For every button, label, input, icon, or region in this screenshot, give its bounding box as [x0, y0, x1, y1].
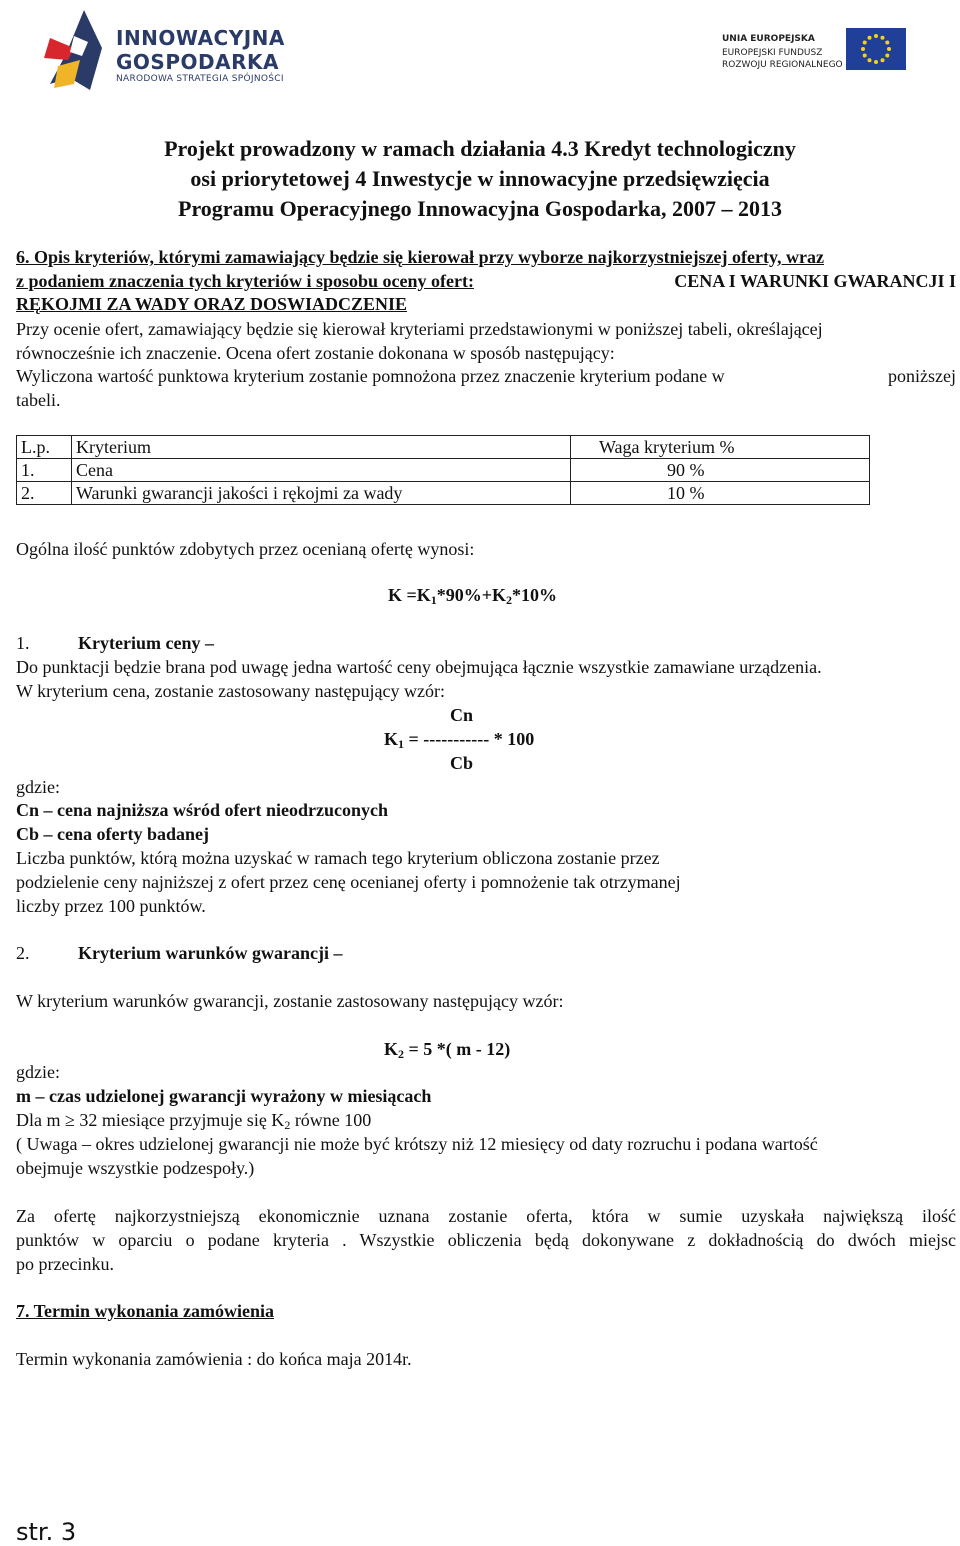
warranty-formula-rest: = 5 *( m - 12) — [404, 1039, 511, 1059]
total-formula-subscript: 2 — [506, 593, 513, 607]
criterion2-note-line1: ( Uwaga – okres udzielonej gwarancji nie może być krótszy niż 12 miesięcy od daty rozruchu i podana wartość — [16, 1134, 818, 1154]
project-heading-line3: Programu Operacyjnego Innowacyjna Gospodarka, 2007 – 2013 — [178, 196, 782, 221]
final-paragraph-line1: Za ofertę najkorzystniejszą ekonomicznie uznana zostanie oferta, która w sumie uzyskała największą ilość — [16, 1206, 956, 1226]
price-formula-numerator: Cn — [450, 705, 474, 725]
price-formula-k: K — [384, 729, 399, 749]
criterion2-condition-subscript: 2 — [284, 1118, 291, 1132]
section6-title-line3: RĘKOJMI ZA WADY ORAZ DOSWIADCZENIE — [16, 294, 408, 314]
total-points-intro: Ogólna ilość punktów zdobytych przez ocenianą ofertę wynosi: — [16, 539, 475, 559]
section6-paragraph1-line2a: równocześnie ich znaczenie. — [16, 343, 222, 363]
section6-paragraph2-line1 — [16, 365, 956, 387]
project-heading-line2: osi priorytetowej 4 Inwestycje w innowacyjne przedsięwzięcia — [190, 166, 770, 191]
criterion1-desc-line2: podzielenie ceny najniższej z ofert przez cenę ocenianej oferty i pomnożenie tak otrzymanej — [16, 872, 681, 892]
price-formula-rest: = ----------- * 100 — [404, 729, 535, 749]
table-cell: Cena — [72, 459, 571, 482]
table-row — [17, 482, 870, 505]
criterion2-gdzie: gdzie: — [16, 1062, 60, 1082]
section6-paragraph1-line2b: Ocena ofert zostanie dokonana w sposób następujący: — [225, 343, 615, 363]
total-formula-part: *90%+K — [436, 585, 507, 605]
criterion2-condition — [16, 1109, 371, 1131]
section6-title-line2-part2: CENA I WARUNKI GWARANCJI I — [674, 271, 956, 291]
criterion1-number: 1. — [16, 633, 30, 653]
total-formula — [388, 584, 557, 606]
page-number: str. 3 — [16, 1518, 77, 1546]
eu-logo-line2: EUROPEJSKI FUNDUSZ — [722, 48, 823, 58]
criteria-table — [16, 435, 870, 505]
criterion2-def-m: m – czas udzielonej gwarancji wyrażony w miesiącach — [16, 1086, 432, 1106]
warranty-formula-subscript: 2 — [398, 1047, 405, 1061]
criterion1-gdzie: gdzie: — [16, 777, 60, 797]
section6-paragraph1-line1: Przy ocenie ofert, zamawiający będzie się kierował kryteriami przedstawionymi w poniższej tabeli, określającej — [16, 319, 823, 339]
eu-fund-logo — [684, 8, 924, 88]
criterion2-title: Kryterium warunków gwarancji – — [78, 943, 343, 963]
total-formula-part: *10% — [512, 585, 558, 605]
table-cell: 90 % — [571, 459, 870, 482]
warranty-formula — [384, 1038, 510, 1060]
criterion1-title: Kryterium ceny – — [78, 633, 214, 653]
logo-title-line1: INNOWACYJNA — [116, 26, 285, 50]
criterion1-line1: Do punktacji będzie brana pod uwagę jedna wartość ceny obejmująca łącznie wszystkie zamawiane urządzenia. — [16, 657, 822, 677]
table-cell: Warunki gwarancji jakości i rękojmi za wady — [72, 482, 571, 505]
criterion2-heading — [16, 942, 342, 964]
price-formula-subscript: 1 — [398, 737, 405, 751]
logo-subtitle: NARODOWA STRATEGIA SPÓJNOŚCI — [116, 74, 284, 84]
logo-title-line2: GOSPODARKA — [116, 50, 279, 74]
section7-text: Termin wykonania zamówienia : do końca maja 2014r. — [16, 1349, 412, 1369]
total-formula-part: K =K — [388, 585, 431, 605]
table-row — [17, 459, 870, 482]
criterion1-def-cn: Cn – cena najniższa wśród ofert nieodrzuconych — [16, 800, 388, 820]
price-formula-denominator: Cb — [450, 753, 474, 773]
section7-title: 7. Termin wykonania zamówienia — [16, 1301, 275, 1321]
eu-logo-line1: UNIA EUROPEJSKA — [722, 34, 815, 44]
innowacyjna-gospodarka-logo — [40, 8, 310, 92]
criterion2-number: 2. — [16, 943, 30, 963]
table-cell: 10 % — [571, 482, 870, 505]
final-paragraph-line2: punktów w oparciu o podane kryteria . Wszystkie obliczenia będą dokonywane z dokładnością do dwóch miejsc — [16, 1230, 956, 1250]
criterion2-note-line2: obejmuje wszystkie podzespoły.) — [16, 1158, 255, 1178]
section6-paragraph1-line2 — [16, 342, 615, 364]
eu-flag-icon — [846, 28, 906, 70]
table-cell: 1. — [17, 459, 72, 482]
section6-paragraph2-line2: tabeli. — [16, 390, 61, 410]
section6-paragraph2-line1b: poniższej — [888, 366, 956, 386]
criterion2-condition-part: Dla m ≥ 32 miesiące przyjmuje się K — [16, 1110, 285, 1130]
final-paragraph-line3: po przecinku. — [16, 1254, 114, 1274]
section6-title-line2 — [16, 270, 956, 292]
total-formula-subscript: 1 — [430, 593, 437, 607]
table-header-row — [17, 436, 870, 459]
section6-title-line2-part1: z podaniem znaczenia tych kryteriów i sposobu oceny ofert: — [16, 271, 474, 291]
criterion2-line1: W kryterium warunków gwarancji, zostanie zastosowany następujący wzór: — [16, 991, 564, 1011]
table-cell: 2. — [17, 482, 72, 505]
table-header-cell: L.p. — [17, 436, 72, 459]
table-header-cell: Waga kryterium % — [571, 436, 870, 459]
criterion1-desc-line1: Liczba punktów, którą można uzyskać w ramach tego kryterium obliczona zostanie przez — [16, 848, 660, 868]
table-header-cell: Kryterium — [72, 436, 571, 459]
warranty-formula-k: K — [384, 1039, 399, 1059]
criterion1-desc-line3: liczby przez 100 punktów. — [16, 896, 206, 916]
project-heading-line1: Projekt prowadzony w ramach działania 4.3 Kredyt technologiczny — [164, 136, 796, 161]
criterion1-def-cb: Cb – cena oferty badanej — [16, 824, 209, 844]
price-formula — [384, 728, 534, 750]
section6-paragraph2-line1a: Wyliczona wartość punktowa kryterium zostanie pomnożona przez znaczenie kryterium podane w — [16, 366, 725, 386]
criterion1-heading — [16, 632, 214, 654]
criterion1-line2: W kryterium cena, zostanie zastosowany następujący wzór: — [16, 681, 446, 701]
section6-title-line1: 6. Opis kryteriów, którymi zamawiający będzie się kierował przy wyborze najkorzystniejszej oferty, wraz — [16, 247, 824, 267]
criterion2-condition-part: równe 100 — [290, 1110, 372, 1130]
eu-logo-line3: ROZWOJU REGIONALNEGO — [722, 60, 843, 70]
star-logo-icon — [40, 8, 112, 92]
